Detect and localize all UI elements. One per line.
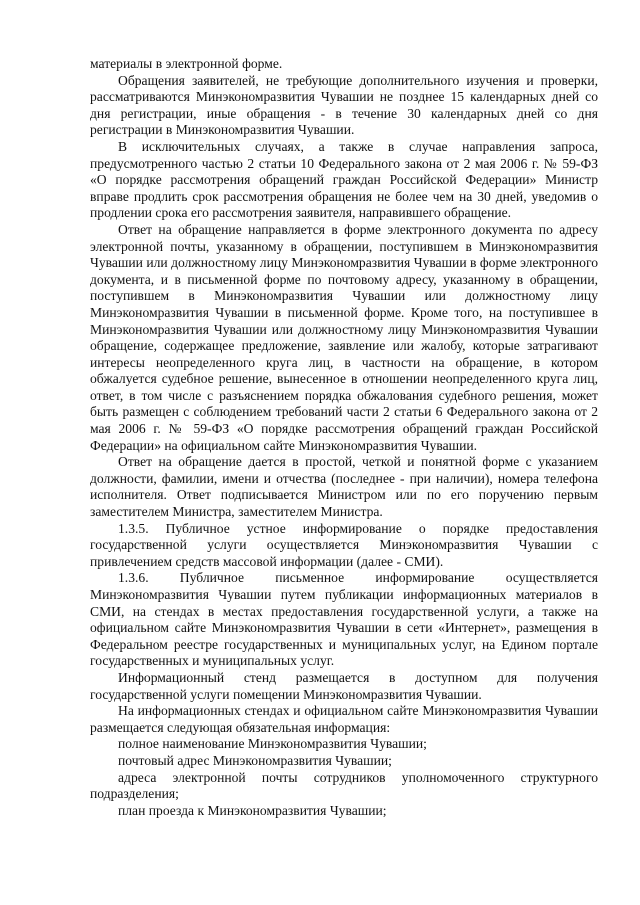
paragraph: В исключительных случаях, а также в случае направления запроса, предусмотренного частью 2 статьи 10 Федерального закона от 2 мая 2006 г. № 59-ФЗ «О порядке рассмотрения обращений граждан Российской Федерации» Министр вправе продлить срок рассмотрения обращения не более чем на 30 дней, уведомив о продлении срока его рассмотрения заявителя, направившего обращение. <box>90 138 598 221</box>
document-page <box>90 56 598 819</box>
paragraph: Информационный стенд размещается в доступном для получения государственной услуги помещении Минэкономразвития Чувашии. <box>90 669 598 702</box>
list-item: почтовый адрес Минэкономразвития Чувашии; <box>118 752 392 768</box>
paragraph: 1.3.6. Публичное письменное информирование осуществляется Минэкономразвития Чувашии путем публикации информационных материалов в СМИ, на стендах в местах предоставления государственной услуги, а также на официальном сайте Минэкономразвития Чувашии в сети «Интернет», размещения в Федеральном реестре государственных и муниципальных услуг, на Едином портале государственных и муниципальных услуг. <box>90 570 598 669</box>
list-item: полное наименование Минэкономразвития Чувашии; <box>118 736 427 752</box>
paragraph: 1.3.5. Публичное устное информирование о порядке предоставления государственной услуги осуществляется Минэкономразвития Чувашии с привлечением средств массовой информации (далее - СМИ). <box>90 520 598 569</box>
list-item: план проезда к Минэкономразвития Чувашии; <box>118 802 387 818</box>
paragraph: На информационных стендах и официальном сайте Минэкономразвития Чувашии размещается следующая обязательная информация: <box>90 703 598 735</box>
paragraph: Обращения заявителей, не требующие дополнительного изучения и проверки, рассматриваются Минэкономразвития Чувашии не позднее 15 календарных дней со дня регистрации, иные обращения - в течение 30 календарных дней со дня регистрации в Минэкономразвития Чувашии. <box>90 72 598 138</box>
paragraph: Ответ на обращение дается в простой, четкой и понятной форме с указанием должности, фамилии, имени и отчества (последнее - при наличии), номера телефона исполнителя. Ответ подписывается Министром или по его поручению первым заместителем Министра, заместителем Министра. <box>90 454 598 520</box>
paragraph: материалы в электронной форме. <box>90 56 283 71</box>
paragraph: Ответ на обращение направляется в форме электронного документа по адресу электронной почты, указанному в обращении, поступившем в Минэкономразвития Чувашии или должностному лицу Минэкономразвития Чувашии в форме электронного документа, и в письменной форме по почтовому адресу, указанному в обращении, поступившем в Минэкономразвития Чувашии или должностному лицу Минэкономразвития Чувашии в письменной форме. Кроме того, на поступившее в Минэкономразвития Чувашии или должностному лицу Минэкономразвития Чувашии обращение, содержащее предложение, заявление или жалобу, которые затрагивают интересы неопределенного круга лиц, в частности на обращение, в котором обжалуется судебное решение, вынесенное в отношении неопределенного круга лиц, ответ, в том числе с разъяснением порядка обжалования судебного решения, может быть размещен с соблюдением требований части 2 статьи 6 Федерального закона от 2 мая 2006 г. № 59-ФЗ «О порядке рассмотрения обращений граждан Российской Федерации» на официальном сайте Минэкономразвития Чувашии. <box>90 221 598 453</box>
list-item: адреса электронной почты сотрудников уполномоченного структурного подразделения; <box>90 769 598 802</box>
